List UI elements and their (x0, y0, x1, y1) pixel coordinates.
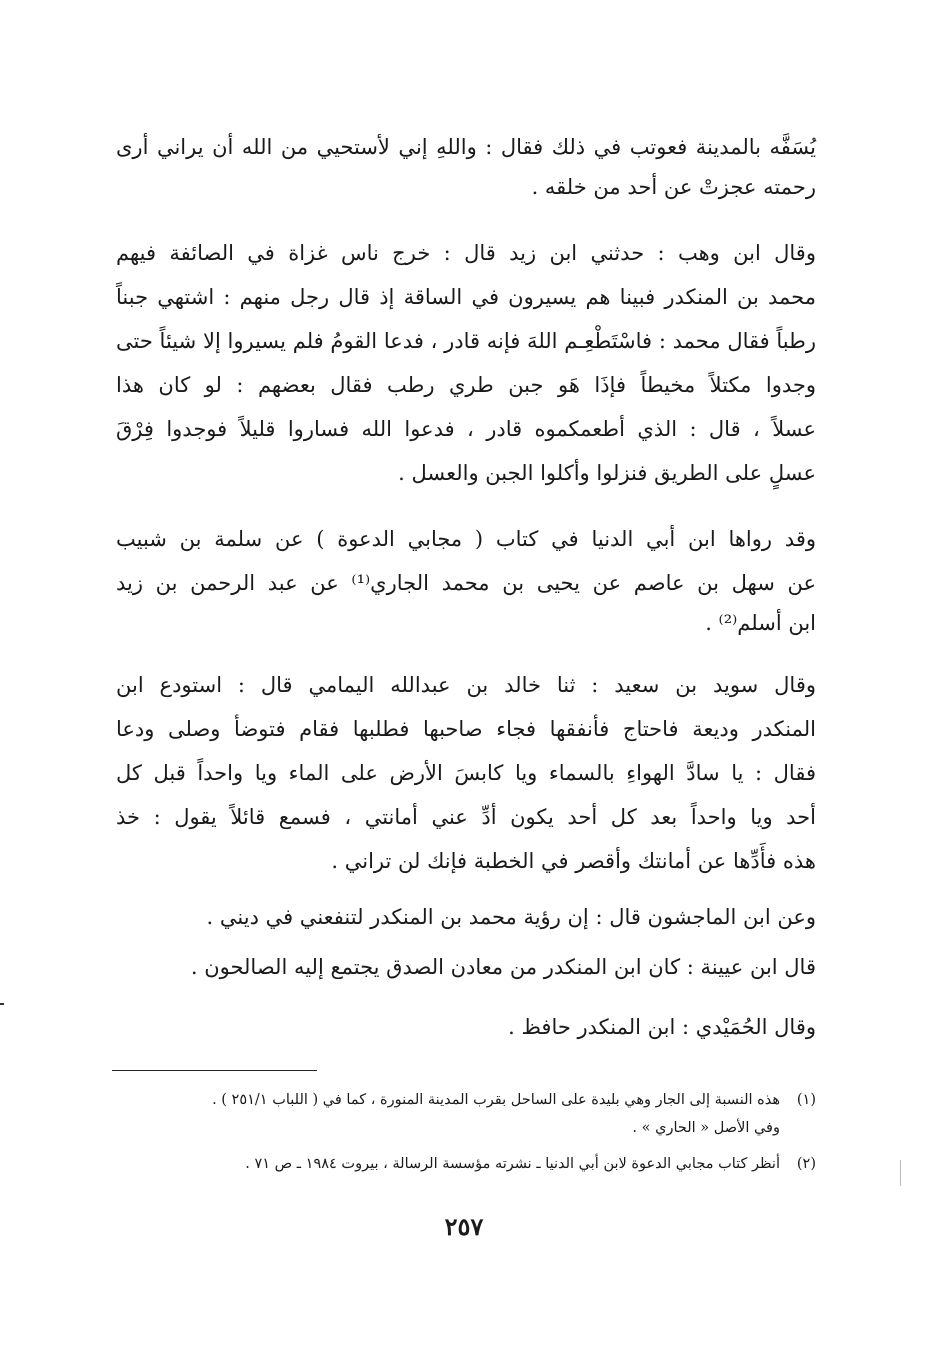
text-line: وقال سويد بن سعيد : ثنا خالد بن عبدالله اليمامي قال : استودع ابن (116, 673, 816, 697)
footnote-text: وفي الأصل « الحاري » . (632, 1120, 780, 1136)
footnote-2 (116, 1152, 816, 1176)
page-number: ٢٥٧ (444, 1212, 484, 1241)
scan-mark-left (0, 1003, 4, 1005)
text-line: رطباً فقال محمد : فاسْتَطْعِـم اللهَ فإنه قادر ، فدعا القومُ فلم يسيروا إلا شيئاً حتى (116, 329, 816, 353)
text-line: وقد رواها ابن أبي الدنيا في كتاب ( مجابي الدعوة ) عن سلمة بن شبيب (116, 527, 816, 551)
text-line: فقال : يا سادَّ الهواءِ بالسماء ويا كابسَ الأرض على الماء ويا واحداً قبل كل (116, 761, 816, 785)
text-line: وجدوا مكتلاً مخيطاً فإذَا هَو جبن طري رطب فقال بعضهم : لو كان هذا (116, 373, 816, 397)
footnote-1-continued (116, 1116, 816, 1140)
footnote-1 (116, 1088, 816, 1112)
text-line: عسلٍ على الطريق فنزلوا وأكلوا الجبن والعسل . (398, 461, 816, 485)
text-line: وقال الحُمَيْدي : ابن المنكدر حافظ . (508, 1015, 816, 1039)
text-line: وعن ابن الماجشون قال : إن رؤية محمد بن المنكدر لتنفعني في ديني . (206, 905, 816, 929)
text-line: عسلاً ، قال : الذي أطعمكموه قادر ، فدعوا الله فساروا قليلاً فوجدوا فِرْقَ (116, 417, 816, 441)
footnote-text: هذه النسبة إلى الجار وهي بليدة على الساحل بقرب المدينة المنورة ، كما في ( اللباب ٢٥١/١ ) . (212, 1092, 780, 1108)
text-line: وقال ابن وهب : حدثني ابن زيد قال : خرج ناس غزاة في الصائفة فيهم (116, 241, 816, 265)
text-line: يُسَفَّه بالمدينة فعوتب في ذلك فقال : واللهِ إني لأستحيي من الله أن يراني أرى (116, 135, 816, 159)
text-line: هذه فأَدِّها عن أمانتك وأقصر في الخطبة فإنك لن تراني . (331, 849, 816, 873)
text-line: محمد بن المنكدر فبينا هم يسيرون في الساقة إذ قال رجل منهم : اشتهي جبناً (116, 285, 816, 309)
text-line: أحد ويا واحداً بعد كل أحد يكون أدِّ عني أمانتي ، فسمع قائلاً يقول : خذ (116, 805, 816, 829)
text-line: المنكدر وديعة فاحتاج فأنفقها فجاء صاحبها فطلبها فقام فتوضأ وصلى ودعا (116, 717, 816, 741)
footnote-text: أنظر كتاب مجابي الدعوة لابن أبي الدنيا ـ نشرته مؤسسة الرسالة ، بيروت ١٩٨٤ ـ ص ٧١ . (245, 1156, 780, 1172)
footnote-number: (٢) (796, 1156, 816, 1172)
scan-mark-right (900, 1160, 901, 1186)
text-line: رحمته عجزتْ عن أحد من خلقه . (531, 175, 816, 199)
text-line: قال ابن عيينة : كان ابن المنكدر من معادن الصدق يجتمع إليه الصالحون . (190, 955, 816, 979)
text-line: عن سهل بن عاصم عن يحيى بن محمد الجاري⁽¹⁾ عن عبد الرحمن بن زيد (116, 571, 816, 595)
text-line: ابن أسلم⁽²⁾ . (705, 611, 816, 635)
footnote-separator (112, 1070, 317, 1071)
footnote-number: (١) (796, 1092, 816, 1108)
